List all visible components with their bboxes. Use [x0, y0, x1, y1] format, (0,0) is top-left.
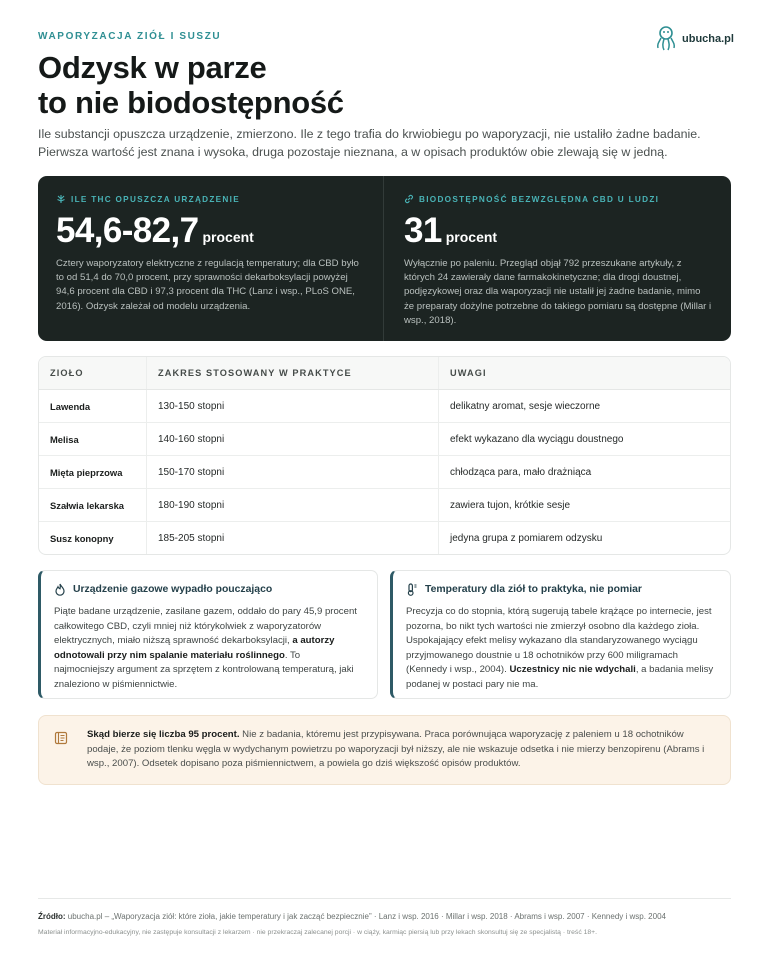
cell-notes: jedyna grupa z pomiarem odzysku — [438, 522, 730, 555]
card-text-emphasis: a autorzy odnotowali przy nim spalanie materiału roślinnego — [54, 635, 335, 661]
page-title — [38, 50, 638, 120]
stat-label-row — [404, 194, 713, 204]
table-row — [39, 456, 730, 489]
cell-notes: chłodząca para, mało drażniąca — [438, 456, 730, 488]
card-text-part: , a badania melisy podanej w postaci pary nie ma. — [406, 664, 714, 690]
column-header-herb: ZIOŁO — [50, 368, 84, 378]
stat-label: ILE THC OPUSZCZA URZĄDZENIE — [71, 194, 240, 204]
cell-herb: Lawenda — [50, 400, 91, 412]
cell-range: 140-160 stopni — [146, 423, 438, 455]
column-header-notes: UWAGI — [438, 357, 730, 389]
card-title: Temperatury dla ziół to praktyka, nie pomiar — [425, 584, 642, 595]
stat-value-row — [56, 211, 365, 251]
flame-icon — [54, 583, 66, 596]
card-text-emphasis: Uczestnicy nic nie wdychali — [509, 664, 636, 676]
footer-source — [38, 912, 666, 921]
cell-range: 130-150 stopni — [146, 390, 438, 422]
eyebrow-label: WAPORYZACJA ZIÓŁ I SUSZU — [38, 31, 222, 42]
source-text: ubucha.pl – „Waporyzacja ziół: które zioła, jakie temperatury i jak zacząć bezpiecznie” · Lanz i wsp. 2016 · Millar i wsp. 2018 · Abrams i wsp. 2007 · Kennedy i wsp. 2004 — [65, 912, 666, 921]
title-line-2: to nie biodostępność — [38, 85, 344, 120]
lede-paragraph: Ile substancji opuszcza urządzenie, zmierzono. Ile z tego trafia do krwiobiegu po waporyzacji, nie ustaliło żadne badanie. Pierwsza wartość jest znana i wysoka, druga pozostaje nieznana, a w opisach produktów obie zlewają się w jedną. — [38, 127, 701, 159]
card-text-part: . To najmocniejszy argument za sprzętem z kontrolowaną temperaturą, jaki znaleziono w piśmiennictwie. — [54, 649, 354, 690]
table-row — [39, 489, 730, 522]
cell-range: 150-170 stopni — [146, 456, 438, 488]
source-label: Źródło: — [38, 912, 66, 921]
stat-cbd-bioavailability — [383, 176, 731, 341]
card-text-part: Precyzja co do stopnia, którą sugerują tabele krążące po internecie, jest pozorna, bo nikt tych wartości nie zmierzył osobno dla każdego zioła. Uspokajający efekt melisy wykazano dla standaryzowanego wyciągu przyjmowanego doustnie u 18 ochotników przy 600 miligramach (Kennedy i wsp., 2004). — [406, 606, 712, 676]
cell-herb: Szałwia lekarska — [50, 499, 125, 511]
stat-description: Cztery waporyzatory elektryczne z regulacją temperatury; dla CBD było to od 51,4 do 70,0 procent, przy sprawności dekarboksylacji powyżej 94,6 procent dla CBD i 97,3 procent dla THC (Lanz i wsp., PLoS ONE, 2016). Odzysk zależał od modelu urządzenia. — [56, 258, 359, 312]
card-header — [54, 583, 363, 596]
note-lead: Skąd bierze się liczba 95 procent. — [87, 729, 240, 740]
stat-label-row — [56, 194, 365, 204]
note-text: Nie z badania, któremu jest przypisywana. Praca porównująca waporyzację z paleniem u 18 ochotników podaje, że poziom tlenku węgla w wydychanym powietrzu po waporyzacji był niższy, ale nie wskazuje odsetka i nie mierzy benzopirenu (Abrams i wsp., 2007). Odsetek dopisano poza piśmiennictwem, a powiela go dziś większość opisów produktów. — [87, 729, 705, 770]
cell-herb: Susz konopny — [50, 533, 114, 544]
cell-notes: zawiera tujon, krótkie sesje — [438, 489, 730, 521]
card-header — [406, 583, 716, 596]
stat-unit: procent — [445, 229, 498, 245]
table-row — [39, 423, 730, 456]
note-body — [87, 728, 716, 772]
card-title: Urządzenie gazowe wypadło pouczająco — [73, 584, 273, 595]
stat-value-row — [404, 211, 713, 251]
leaf-icon — [56, 194, 66, 204]
card-body — [406, 605, 716, 693]
cell-range: 185-205 stopni — [146, 522, 438, 555]
source-note — [38, 715, 731, 785]
table-header — [39, 357, 730, 390]
cell-range: 180-190 stopni — [146, 489, 438, 521]
herb-temperature-card — [390, 570, 731, 699]
brand-logo[interactable] — [655, 26, 734, 52]
title-line-1: Odzysk w parze — [38, 50, 267, 85]
stat-value: 54,6-82,7 — [56, 211, 199, 250]
footer-divider — [38, 898, 731, 899]
herb-temperature-table — [38, 356, 731, 555]
stats-panel — [38, 176, 731, 341]
footer-disclaimer: Materiał informacyjno-edukacyjny, nie zastępuje konsultacji z lekarzem · nie przekraczaj zalecanej porcji · w ciąży, karmiąc piersią lub przy lekach skonsultuj się ze specjalistą · treść 18+. — [38, 929, 598, 936]
brand-name: ubucha.pl — [682, 33, 734, 45]
stat-description: Wyłącznie po paleniu. Przegląd objął 792 przeszukane artykuły, z których 24 zawierały dane farmakokinetyczne; dla drogi doustnej, podjęzykowej oraz dla waporyzacji nie ustalił jej żadne badanie, mimo że preparaty dożylne potrzebne do takiego pomiaru są dostępne (Millar i wsp., 2018). — [404, 258, 712, 326]
stat-value: 31 — [404, 211, 442, 250]
card-body — [54, 605, 363, 693]
column-header-range: ZAKRES STOSOWANY W PRAKTYCE — [146, 357, 438, 389]
link-icon — [404, 194, 414, 204]
cell-herb: Mięta pieprzowa — [50, 466, 123, 478]
cell-notes: efekt wykazano dla wyciągu doustnego — [438, 423, 730, 455]
cell-notes: delikatny aromat, sesje wieczorne — [438, 390, 730, 422]
octopus-icon — [655, 26, 677, 52]
card-text-part: Piąte badane urządzenie, zasilane gazem, oddało do pary 45,9 procent całkowitego CBD, czyli mniej niż którykolwiek z waporyzatorów elektrycznych, miało niższą sprawność dekarboksylacji, — [54, 606, 357, 647]
document-icon — [54, 731, 68, 745]
gas-device-card — [38, 570, 378, 699]
table-row — [39, 390, 730, 423]
stat-unit: procent — [202, 229, 254, 245]
thermometer-icon — [406, 583, 418, 596]
cell-herb: Melisa — [50, 433, 79, 445]
stat-thc-output — [38, 176, 383, 341]
table-row — [39, 522, 730, 555]
stat-label: BIODOSTĘPNOŚĆ BEZWZGLĘDNA CBD U LUDZI — [419, 194, 660, 204]
